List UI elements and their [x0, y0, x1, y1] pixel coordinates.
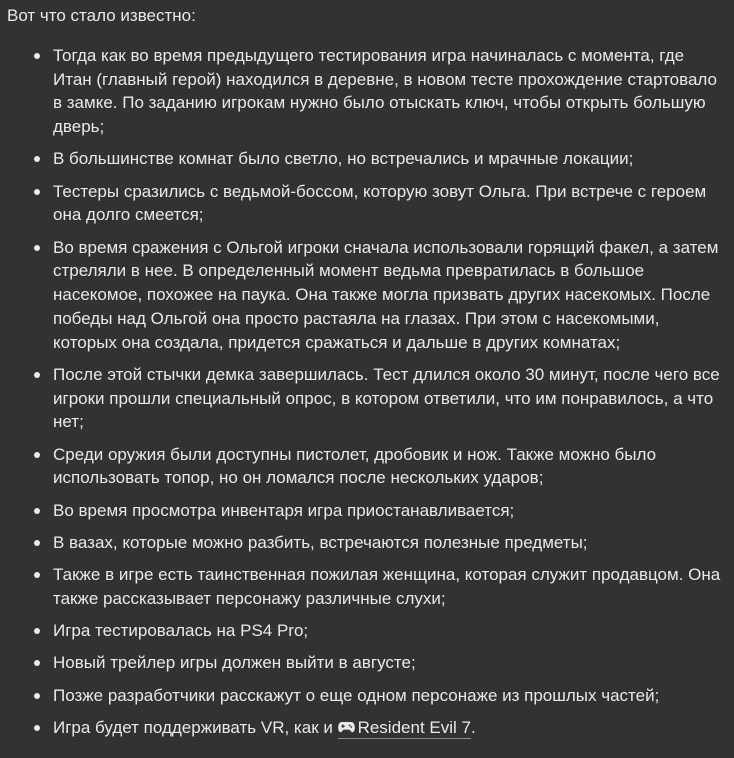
bullet-icon: [34, 725, 40, 731]
fact-text: Среди оружия были доступны пистолет, дробовик и нож. Также можно было использовать топор, но он ломался после нескольких ударов;: [53, 444, 657, 488]
fact-text: В большинстве комнат было светло, но встречались и мрачные локации;: [53, 149, 634, 169]
bullet-icon: [34, 189, 40, 195]
bullet-icon: [34, 53, 40, 59]
bullet-icon: [34, 508, 40, 514]
fact-text: Новый трейлер игры должен выйти в августе;: [53, 653, 416, 673]
list-item: [0, 651, 734, 675]
list-item-vr: [0, 716, 734, 740]
fact-text: Также в игре есть таинственная пожилая женщина, которая служит продавцом. Она также рассказывает персонажу различные слухи;: [53, 565, 721, 608]
bullet-icon: [34, 245, 40, 251]
fact-text: Позже разработчики расскажут о еще одном персонаже из прошлых частей;: [53, 685, 660, 705]
gamepad-icon: [338, 721, 355, 733]
list-item: [0, 44, 734, 139]
fact-text-end: .: [470, 718, 476, 737]
list-item: [0, 499, 734, 523]
list-item: [0, 236, 734, 355]
list-item: [0, 619, 734, 643]
fact-text: Игра тестировалась на PS4 Pro;: [53, 621, 309, 641]
intro-paragraph: Вот что стало известно:: [7, 6, 196, 25]
fact-text: После этой стычки демка завершилась. Тест длился около 30 минут, после чего все игроки прошли специальный опрос, в котором ответили, что им понравилось, а что нет;: [53, 364, 720, 432]
bullet-icon: [34, 628, 40, 634]
game-link-resident-evil-7[interactable]: [338, 717, 471, 739]
fact-text: Во время сражения с Ольгой игроки сначала использовали горящий факел, а затем стреляли в нее. В определенный момент ведьма превратилась в большое насекомое, похожее на паука. Она также могла призвать других насекомых. После победы над Ольгой она просто растаяла на глазах. При этом с насекомыми, которых она создала, придется сражаться и дальше в других комнатах;: [53, 237, 719, 352]
list-item: [0, 363, 734, 434]
bullet-icon: [34, 572, 40, 578]
bullet-icon: [34, 693, 40, 699]
fact-text: В вазах, которые можно разбить, встречаются полезные предметы;: [53, 532, 588, 552]
fact-text: Тестеры сразились с ведьмой-боссом, которую зовут Ольга. При встрече с героем она долго смеется;: [53, 181, 707, 225]
bullet-icon: [34, 452, 40, 458]
facts-list: [0, 44, 734, 748]
fact-text: Игра будет поддерживать VR, как и: [53, 718, 338, 737]
fact-text: Во время просмотра инвентаря игра приостанавливается;: [53, 500, 515, 520]
bullet-icon: [34, 660, 40, 666]
bullet-icon: [34, 540, 40, 546]
list-item: [0, 684, 734, 708]
list-item: [0, 443, 734, 490]
bullet-icon: [34, 156, 40, 162]
list-item: [0, 531, 734, 555]
bullet-icon: [34, 372, 40, 378]
list-item: [0, 563, 734, 610]
game-link-label: Resident Evil 7: [357, 717, 471, 737]
fact-text: Тогда как во время предыдущего тестирования игра начиналась с момента, где Итан (главный герой) находился в деревне, в новом тесте прохождение стартовало в замке. По заданию игрокам нужно было отыскать ключ, чтобы открыть большую дверь;: [53, 46, 717, 137]
list-item: [0, 180, 734, 227]
list-item: [0, 147, 734, 171]
